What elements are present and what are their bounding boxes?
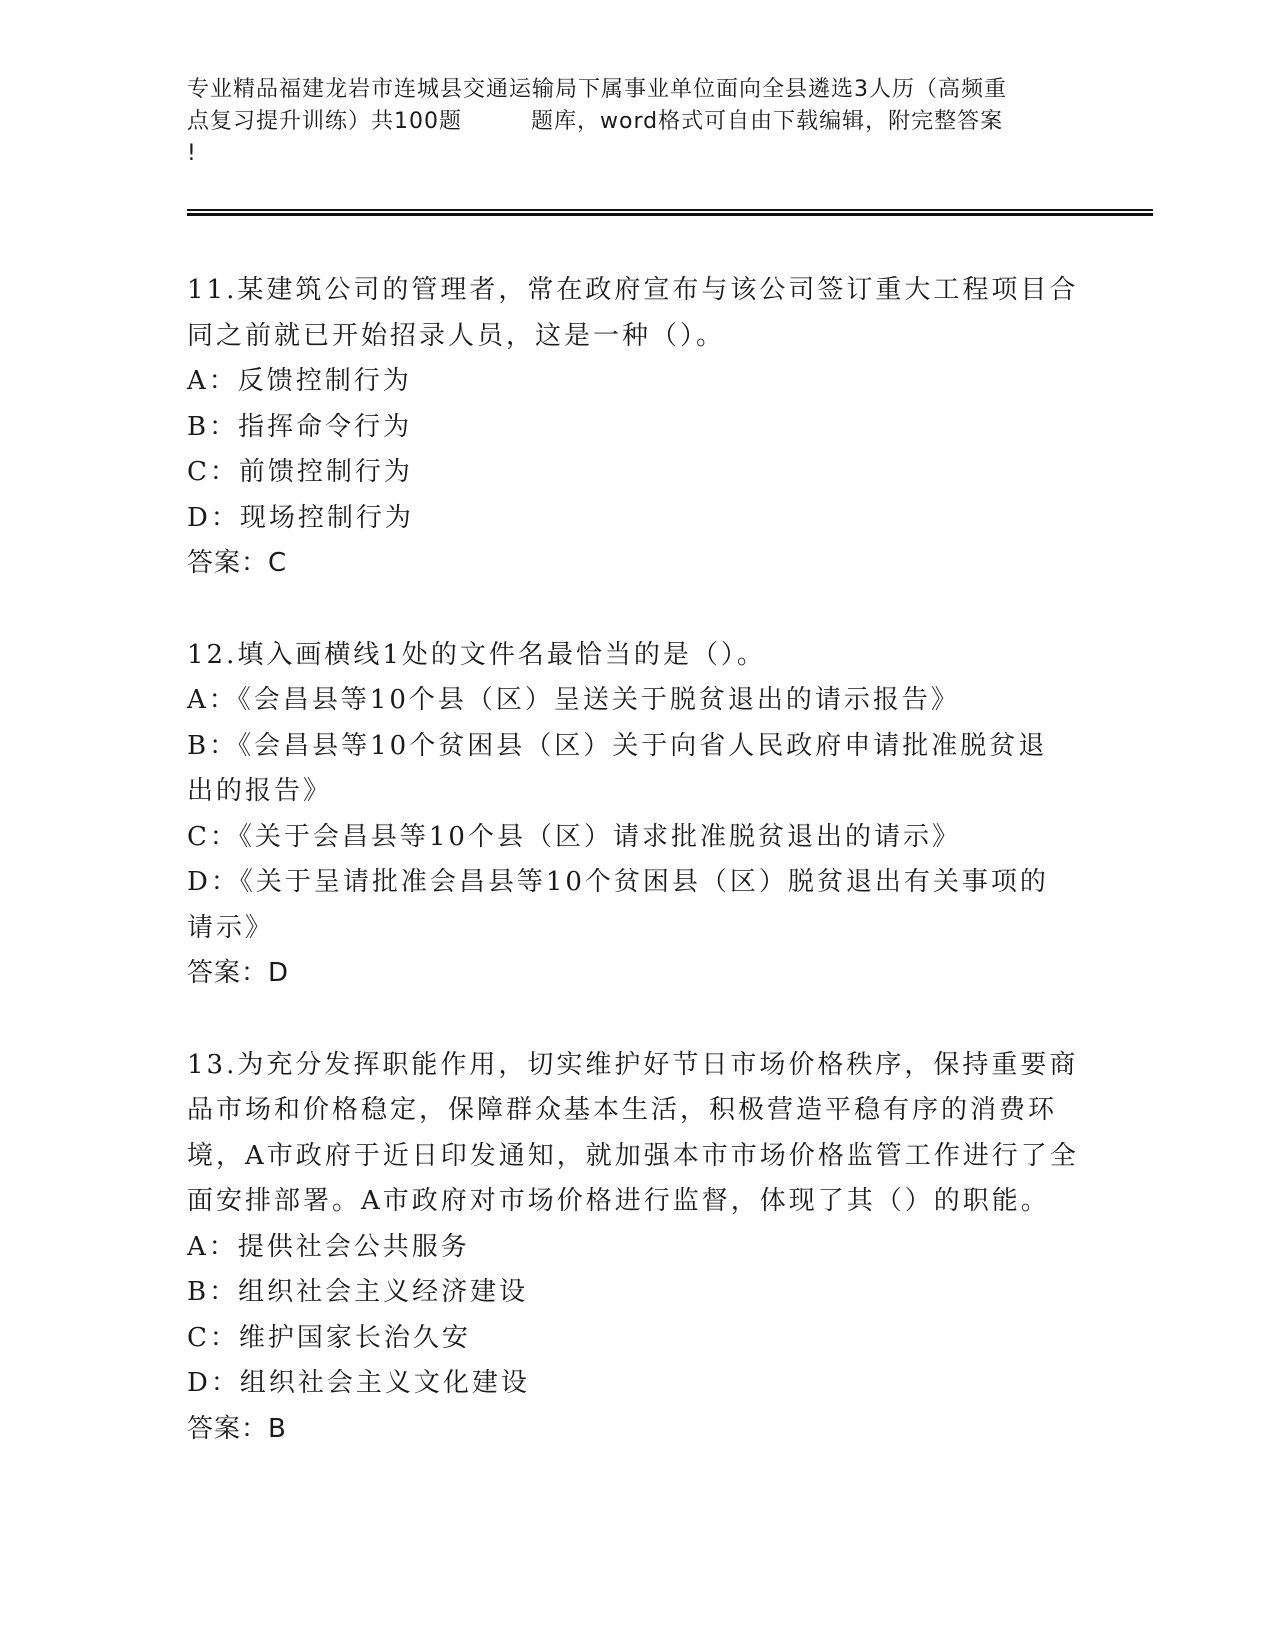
question-text-line: 品市场和价格稳定，保障群众基本生活，积极营造平稳有序的消费环: [187, 1095, 1058, 1125]
option-b: B：《会昌县等10个贫困县（区）关于向省人民政府申请批准脱贫退: [187, 730, 1048, 761]
question-text-line: 境，A市政府于近日印发通知，就加强本市市场价格监管工作进行了全: [187, 1140, 1079, 1171]
question-list: [187, 268, 1087, 1452]
option-d: D：组织社会主义文化建设: [187, 1368, 530, 1398]
option-b-continuation: 出的报告》: [187, 776, 333, 806]
answer-label: 答案：C: [187, 548, 288, 578]
question-11: [187, 268, 1087, 587]
option-d: D：现场控制行为: [187, 502, 414, 533]
option-a: A：《会昌县等10个县（区）呈送关于脱贫退出的请示报告》: [187, 685, 960, 715]
question-text-line: 12.填入画横线1处的文件名最恰当的是（）。: [187, 639, 766, 670]
option-a: A：反馈控制行为: [187, 366, 412, 396]
question-text-line: 面安排部署。A市政府对市场价格进行监督，体现了其（）的职能。: [187, 1186, 1050, 1216]
option-d-continuation: 请示》: [187, 912, 275, 943]
option-c: C：前馈控制行为: [187, 457, 413, 487]
header-divider-thick: [187, 213, 1153, 216]
option-c: C：维护国家长治久安: [187, 1322, 471, 1353]
question-12: [187, 633, 1087, 997]
option-d: D：《关于呈请批准会昌县等10个贫困县（区）脱贫退出有关事项的: [187, 867, 1049, 897]
option-a: A：提供社会公共服务: [187, 1231, 470, 1262]
question-text-line: 13.为充分发挥职能作用，切实维护好节日市场价格秩序，保持重要商: [187, 1049, 1079, 1080]
question-13: [187, 1043, 1087, 1453]
question-text-line: 同之前就已开始招录人员，这是一种（）。: [187, 320, 726, 351]
header-line-2: 点复习提升训练）共100题 题库，word格式可自由下载编辑，附完整答案: [187, 109, 1004, 134]
header-line-1: 专业精品福建龙岩市连城县交通运输局下属事业单位面向全县遴选3人历（高频重: [187, 77, 1007, 102]
header-divider-thin: [187, 209, 1153, 211]
question-spacer: [187, 997, 1087, 1043]
option-b: B：指挥命令行为: [187, 411, 413, 442]
answer-label: 答案：D: [187, 958, 290, 988]
header-line-3: !: [187, 141, 197, 166]
option-b: B：组织社会主义经济建设: [187, 1277, 529, 1307]
question-text-line: 11.某建筑公司的管理者，常在政府宣布与该公司签订重大工程项目合: [187, 275, 1079, 305]
answer-label: 答案：B: [187, 1413, 287, 1444]
document-header: [187, 74, 1087, 170]
question-spacer: [187, 587, 1087, 633]
option-c: C：《关于会昌县等10个县（区）请求批准脱贫退出的请示》: [187, 821, 961, 852]
